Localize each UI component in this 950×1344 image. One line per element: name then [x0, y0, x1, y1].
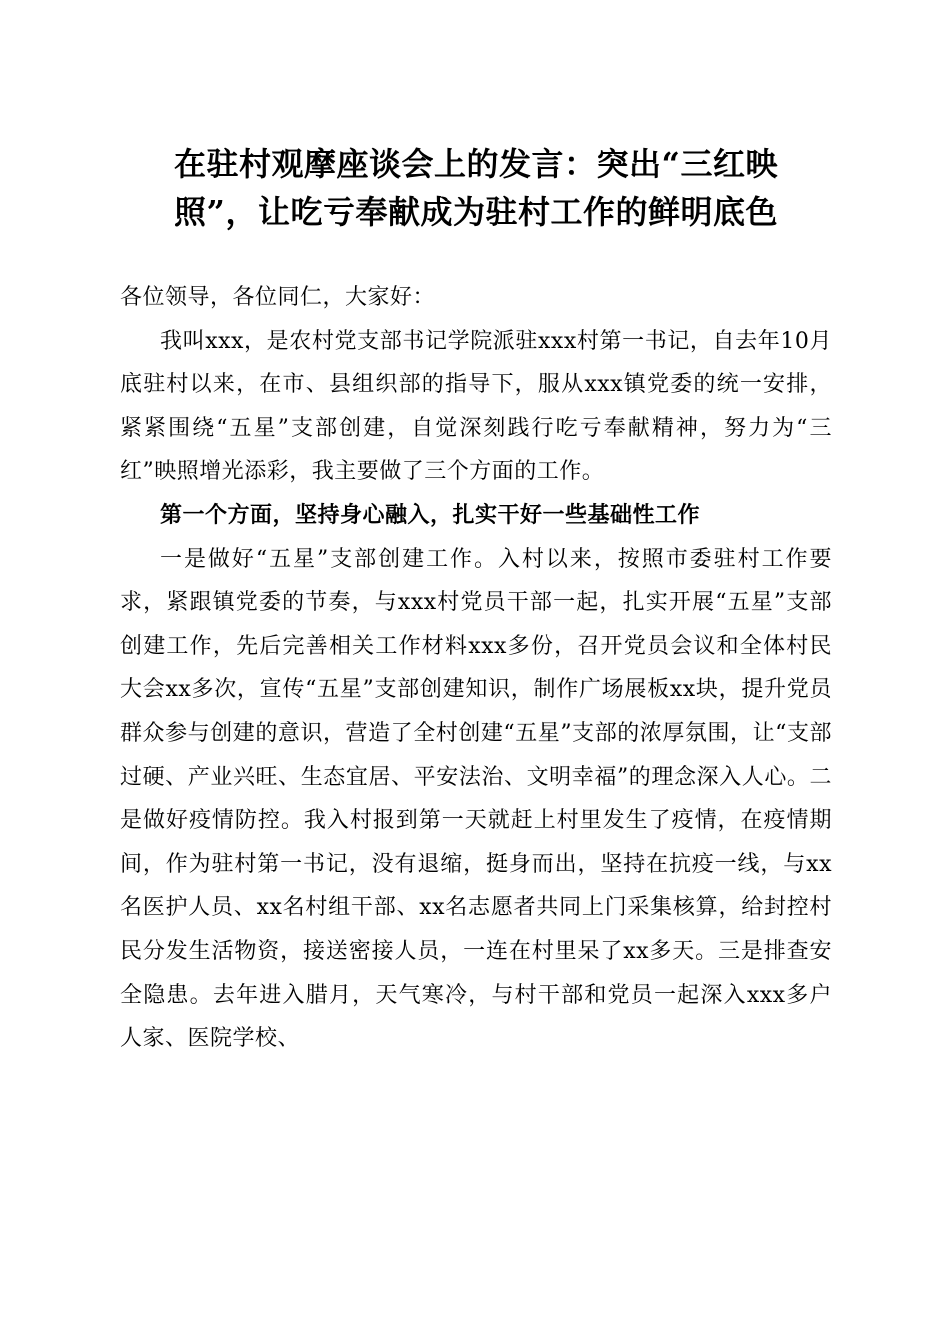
- greeting: 各位领导，各位同仁，大家好：: [120, 285, 436, 310]
- title-line-2: 照”，让吃亏奉献成为驻村工作的鲜明底色: [174, 193, 778, 231]
- section-heading-1: 第一个方面，坚持身心融入，扎实干好一些基础性工作: [160, 501, 701, 528]
- paragraph-intro: 我叫xxx，是农村党支部书记学院派驻xxx村第一书记，自去年10月底驻村以来，在市、县组织部的指导下，服从xxx镇党委的统一安排，紧紧围绕“五星”支部创建，自觉深刻践行吃亏奉献精神，努力为“三红”映照增光添彩，我主要做了三个方面的工作。: [120, 328, 832, 485]
- document-title: [120, 140, 832, 236]
- document-page: [120, 140, 832, 1061]
- title-line-1: 在驻村观摩座谈会上的发言：突出“三红映: [174, 145, 778, 183]
- paragraph-section-1: 一是做好“五星”支部创建工作。入村以来，按照市委驻村工作要求，紧跟镇党委的节奏，与xxx村党员干部一起，扎实开展“五星”支部创建工作，先后完善相关工作材料xxx多份，召开党员会议和全体村民大会xx多次，宣传“五星”支部创建知识，制作广场展板xx块，提升党员群众参与创建的意识，营造了全村创建“五星”支部的浓厚氛围，让“支部过硬、产业兴旺、生态宜居、平安法治、文明幸福”的理念深入人心。二是做好疫情防控。我入村报到第一天就赶上村里发生了疫情，在疫情期间，作为驻村第一书记，没有退缩，挺身而出，坚持在抗疫一线，与xx名医护人员、xx名村组干部、xx名志愿者共同上门采集核算，给封控村民分发生活物资，接送密接人员，一连在村里呆了xx多天。三是排查安全隐患。去年进入腊月，天气寒冷，与村干部和党员一起深入xxx多户人家、医院学校、: [120, 546, 832, 1052]
- document-body: [120, 276, 832, 1061]
